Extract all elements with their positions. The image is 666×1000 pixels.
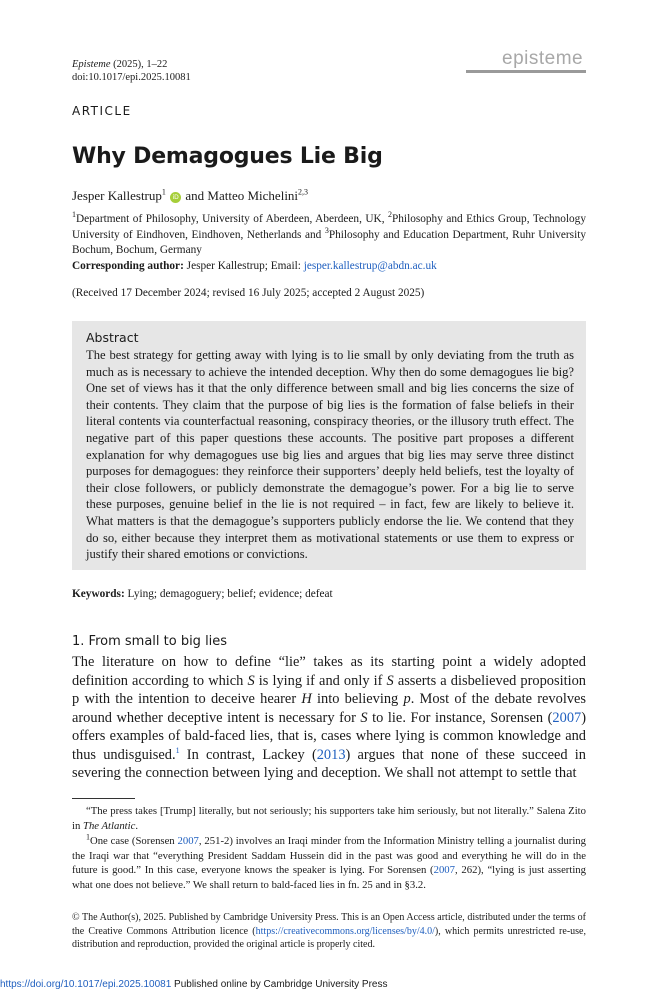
fn-seg: , 262), “lying is just asserting what one does not believe.” We shall return to bald-faced lies in fn. 25 and in §3.2. — [72, 864, 586, 891]
journal-citation — [72, 58, 167, 71]
affil-sup-1: 1 — [72, 210, 76, 220]
affiliations — [72, 212, 586, 259]
abstract-box — [72, 321, 586, 570]
body-italic: S — [386, 672, 394, 689]
body-italic: p — [403, 691, 411, 707]
header-doi: doi:10.1017/epi.2025.10081 — [72, 72, 191, 83]
journal-name: Episteme — [72, 59, 111, 70]
body-seg: The literature on how to define “lie” takes as its starting point a widely adopted definition according to which — [72, 654, 586, 689]
copyright-notice — [72, 911, 586, 952]
author-2-affil-sup: 2,3 — [298, 187, 309, 197]
footer-published: Published online by Cambridge University Press — [171, 979, 388, 990]
author-2[interactable]: Matteo Michelini — [207, 188, 299, 203]
section-body — [72, 653, 586, 783]
license-link[interactable]: https://creativecommons.org/licenses/by/4.0/ — [255, 925, 435, 937]
body-seg: ) argues that none of these succeed in severing the connection between lying and deception. We shall not attempt to settle that — [72, 746, 586, 781]
abstract-heading: Abstract — [86, 330, 139, 345]
received-dates: (Received 17 December 2024; revised 16 July 2025; accepted 2 August 2025) — [72, 287, 425, 299]
corr-label: Corresponding author: — [72, 260, 184, 272]
affiliation-2: Philosophy and Ethics Group, Technology University of Eindhoven, Eindhoven, Netherlands and — [72, 213, 586, 241]
body-seg: into believing — [311, 691, 404, 707]
body-italic: H — [301, 691, 312, 707]
journal-year-pages: (2025), 1–22 — [110, 59, 168, 70]
keywords-label: Keywords: — [72, 588, 125, 600]
logo-bar — [466, 70, 586, 73]
body-italic: S — [247, 672, 255, 689]
epigraph-source: The Atlantic — [83, 819, 136, 832]
affil-sup-3: 3 — [324, 225, 329, 235]
fn-seg: , 251-2) involves an Iraqi minder from the Information Ministry telling a journalist during the Iraqi war that “everything President Saddam Hussein did in the past was good and everything he will do in the future is good.” In this case, everyone knows the speaker is lying. For Sorensen ( — [72, 835, 586, 876]
keywords — [72, 588, 333, 600]
page-footer — [0, 979, 387, 990]
keywords-text: Lying; demagoguery; belief; evidence; defeat — [124, 588, 333, 600]
journal-logo: episteme — [502, 48, 584, 69]
author-1-affil-sup: 1 — [161, 187, 166, 197]
epigraph-end: . — [135, 819, 139, 832]
epigraph-text: “The press takes [Trump] literally, but not seriously; his supporters take him seriously, but not literally.” Salena Zito in — [72, 805, 586, 832]
author-line — [72, 188, 308, 204]
footnote-number: 1 — [86, 832, 90, 842]
author-connector: and — [182, 188, 208, 203]
body-italic: S — [360, 709, 368, 726]
section-heading: 1. From small to big lies — [72, 634, 228, 649]
footnote-ref-link[interactable]: 1 — [175, 745, 180, 755]
epigraph-footnote — [72, 804, 586, 833]
orcid-icon[interactable]: iD — [170, 192, 181, 203]
email-link[interactable]: jesper.kallestrup@abdn.ac.uk — [303, 260, 437, 272]
affiliation-1: Department of Philosophy, University of Aberdeen, Aberdeen, UK, — [76, 213, 388, 225]
body-seg: asserts a disbelieved proposition p with the intention to deceive hearer — [72, 672, 586, 707]
footnote-1 — [72, 834, 586, 892]
body-seg: . Most of the debate revolves around whether deceptive intent is necessary for — [72, 691, 587, 726]
citation-link[interactable]: 2013 — [316, 746, 346, 763]
body-seg: ) offers examples of bald-faced lies, that is, cases where lying is common knowledge and thus undisguised. — [72, 709, 586, 763]
citation-link[interactable]: 2007 — [552, 709, 582, 726]
copyright-text: © The Author(s), 2025. Published by Cambridge University Press. This is an Open Access article, distributed under the terms of the Creative Commons Attribution licence ( — [72, 912, 586, 937]
page-title: Why Demagogues Lie Big — [72, 144, 383, 169]
footnote-rule — [72, 798, 135, 799]
affiliation-3: Philosophy and Education Department, Ruhr University Bochum, Bochum, Germany — [72, 228, 586, 256]
copyright-text: ), which permits unrestricted re-use, distribution and reproduction, provided the original article is properly cited. — [72, 925, 586, 950]
body-seg: to lie. For instance, Sorensen ( — [367, 709, 553, 726]
body-seg: In contrast, Lackey ( — [179, 746, 317, 763]
corresponding-author — [72, 259, 586, 275]
fn-seg: One case (Sorensen — [90, 835, 178, 847]
footer-doi-link[interactable]: https://doi.org/10.1017/epi.2025.10081 — [0, 979, 172, 990]
affil-sup-2: 2 — [388, 210, 392, 220]
body-seg: is lying if and only if — [254, 672, 387, 689]
abstract-text: The best strategy for getting away with lying is to lie small by only deviating from the truth as much as is necessary to achieve the intended deception. Why then do some demagogues lie big? One set of views has it that the only difference between small and big lies concerns the size of their contents. They claim that the purpose of big lies is the formation of false beliefs in their literal contents via counterfactual reasoning, conspiracy theories, or the illusory truth effect. The negative part of this paper questions these accounts. The positive part proposes a different explanation for why demagogues use big lies and argues that big lies may serve three distinct purposes for demagogues: they reinforce their supporters’ deeply held beliefs, test the loyalty of their close followers, or publicly demonstrate the demagogue’s power. For a big lie to serve these purposes, genuine belief in the lie is not required – in fact, few are likely to believe it. What matters is that the demagogue’s supporters publicly endorse the lie. We contend that they do so, either because they interpret them as motivational statements or use them to express or justify their shared emotions or convictions. — [86, 348, 574, 562]
citation-link[interactable]: 2007 — [177, 835, 199, 847]
article-type-label: ARTICLE — [72, 104, 132, 118]
author-1[interactable]: Jesper Kallestrup — [72, 188, 162, 203]
corr-text: Jesper Kallestrup; Email: — [183, 260, 304, 272]
citation-link[interactable]: 2007 — [433, 864, 455, 876]
